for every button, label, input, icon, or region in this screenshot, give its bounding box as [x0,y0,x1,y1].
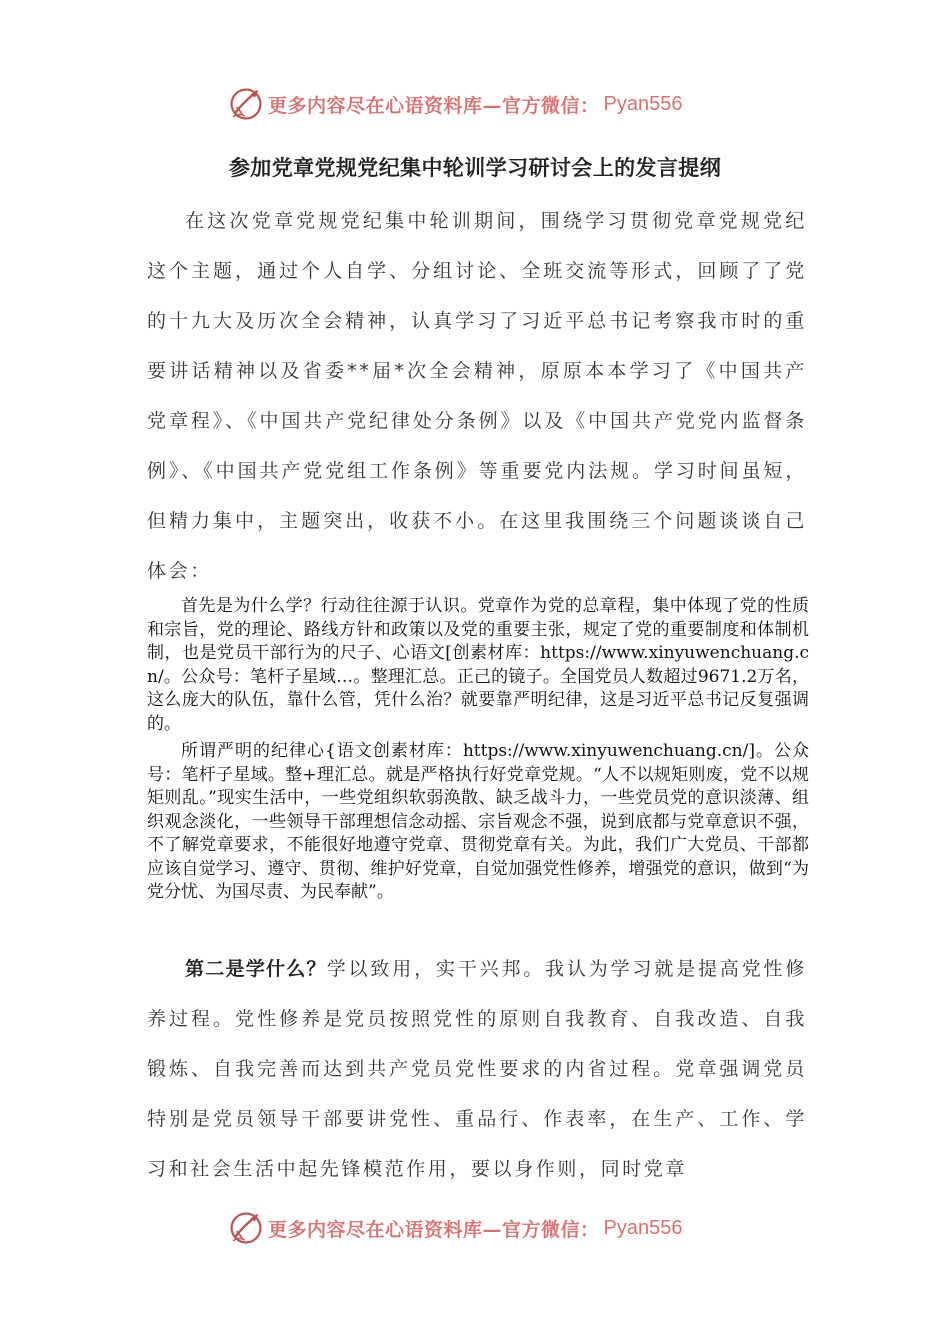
paragraph-what-to-study [147,944,807,1194]
banner-wechat-id: Pyan556 [603,92,683,115]
banner-text: 更多内容尽在心语资料库—官方微信： [268,1218,600,1241]
pen-nib-logo-icon [228,1210,264,1246]
banner-text: 更多内容尽在心语资料库—官方微信： [268,94,600,117]
document-title: 参加党章党规党纪集中轮训学习研讨会上的发言提纲 [228,155,722,180]
paragraph-strict-discipline: 所谓严明的纪律心{语文创素材库：https://www.xinyuwenchuang.cn/]。公众号：笔杆子星域。整+理汇总。就是严格执行好党章党规。“人不以规矩则废，党不以规矩则乱。”现实生活中，一些党组织软弱涣散、缺乏战斗力，一些党员党的意识淡薄、组织观念淡化，一些领导干部理想信念动摇、宗旨观念不强，说到底都与党章意识不强，不了解党章要求，不能很好地遵守党章、贯彻党章有关。为此，我们广大党员、干部都应该自觉学习、遵守、贯彻、维护好党章，自觉加强党性修养，增强党的意识，做到“为党分忧、为国尽责、为民奉献”。 [147,741,809,902]
pen-nib-logo-icon [228,86,264,122]
paragraph-lead-heading: 第二是学什么？ [185,958,327,980]
banner-wechat-id: Pyan556 [603,1216,683,1239]
paragraph-what-to-study-body: 学以致用，实干兴邦。我认为学习就是提高党性修养过程。党性修养是党员按照党性的原则自我教育、自我改造、自我锻炼、自我完善而达到共产党员党性要求的内省过程。党章强调党员特别是党员领导干部要讲党性、重品行、作表率，在生产、工作、学习和社会生活中起先锋模范作用，要以身作则，同时党章 [147,958,807,1180]
footer-banner [228,1208,728,1248]
paragraph-intro: 在这次党章党规党纪集中轮训期间，围绕学习贯彻党章党规党纪这个主题，通过个人自学、分组讨论、全班交流等形式，回顾了了党的十九大及历次全会精神，认真学习了习近平总书记考察我市时的重要讲话精神以及省委**届*次全会精神，原原本本学习了《中国共产党章程》、《中国共产党纪律处分条例》以及《中国共产党党内监督条例》、《中国共产党党组工作条例》等重要党内法规。学习时间虽短，但精力集中，主题突出，收获不小。在这里我围绕三个问题谈谈自己体会： [147,210,807,582]
paragraph-why-study: 首先是为什么学？行动往往源于认识。党章作为党的总章程，集中体现了党的性质和宗旨，党的理论、路线方针和政策以及党的重要主张，规定了党的重要制度和体制机制，也是党员干部行为的尺子、心语文[创素材库：https://www.xinyuwenchuang.cn/。公众号：笔杆子星域…。整理汇总。正己的镜子。全国党员人数超过9671.2万名，这么庞大的队伍，靠什么管，凭什么治？就要靠严明纪律，这是习近平总书记反复强调的。 [147,596,809,734]
header-banner [228,84,728,124]
